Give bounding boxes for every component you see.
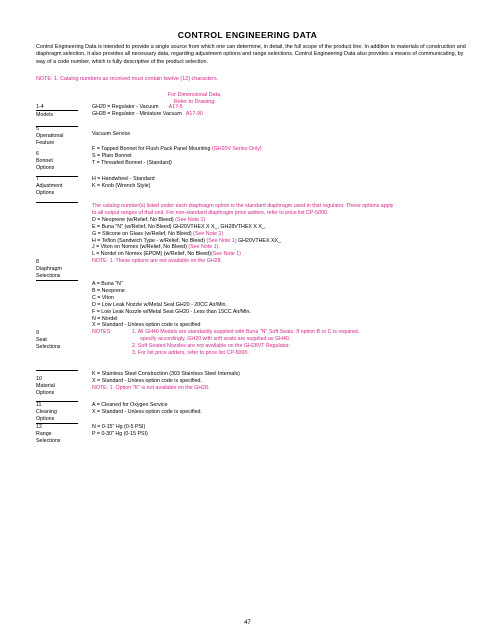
section-label: 5 Operational Feature (36, 126, 64, 146)
section-label: 6 Bonnet Options (36, 151, 55, 171)
model-line: GH28 = Regulator - Miniature Vacuum A17-90 (92, 110, 203, 117)
section-label: 8 Diaphragm Selections (36, 259, 62, 279)
section-label: 11 Cleaning Options (36, 402, 57, 422)
section-label: 9 Seat Selections (36, 330, 61, 350)
dimension-note: For Dimensional Data, Refer to Drawing: (168, 92, 222, 105)
model-line: GH20 = Regulator - Vacuum A17-5 (92, 104, 183, 110)
catalog-note: NOTE: 1. Catalog numbers as received must contain twelve (12) characters. (36, 76, 219, 82)
section-label: 12 Range Selections (36, 424, 61, 444)
intro-paragraph: Control Engineering Data is intended to provide a single source from which one can determine, in detail, the full scope of the product line. In addition to materials of construction and diaphragm selection, it also provides all necessary data, regarding adjustment options and range selections. Control Engineering Data also provides a means of communicating, by way of a code number, which is fully descriptive of the product selection. (36, 44, 466, 65)
page-title: CONTROL ENGINEERING DATA (177, 30, 318, 40)
page-number: 47 (244, 620, 251, 626)
section-label: 1-4 Models (36, 104, 88, 119)
section-label: 10 Material Options (36, 376, 55, 396)
section-label: 7 Adjustment Options (36, 176, 63, 196)
